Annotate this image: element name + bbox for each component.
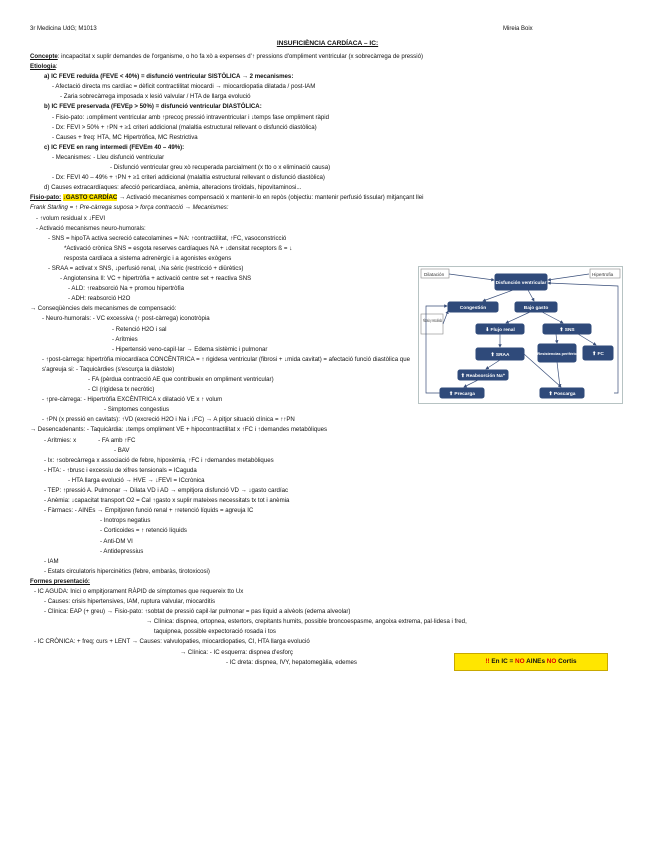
heart-failure-diagram	[418, 266, 623, 404]
line-g11: - Simptomes congestius	[104, 406, 170, 414]
hipertrofia-label: Hipertrofia	[592, 272, 614, 277]
warning-text-a: En IC =	[489, 658, 516, 665]
line-h15: - Estats circulatoris hipercinètics (febre, embaràs, tirotoxicosi)	[44, 567, 210, 575]
fisiopato-text: → Activació mecanismes compensació x mantenir-lo en repòs (objectiu: mantenir perfusió tissular) mitjançant llei	[117, 194, 424, 202]
fibrosis-box	[421, 314, 443, 334]
line-g4: - Arítmies	[112, 335, 138, 343]
line-g8: - FA (pèrdua contracció AE que contribueix en ompliment ventricular)	[88, 376, 274, 383]
etiologia-line	[30, 62, 620, 72]
warning-text-c: AINEs	[524, 658, 547, 665]
line-b3: - Dx: FEVI > 50% + ↑PN + ≥1 criteri addicional (malaltia estructural rellevant o disfunció diastòlica)	[52, 123, 317, 131]
line-h6: - HTA llarga evolució → HVE → ↓FEVI = ICcrònica	[68, 476, 205, 484]
line-g6: - ↑post-càrrega: hipertròfia miocardíaca CONCÈNTRICA = ↑ rigidesa ventricular (fibrosi + ↓mida cavitat) = afectació funció diastòlica que	[42, 355, 410, 363]
disfuncion-label: Disfunción ventricular	[495, 281, 547, 286]
line-g5: - Hipertensió veno-capil·lar → Edema sistèmic i pulmonar	[112, 345, 268, 353]
fa-item: - FA amb ↑FC	[98, 436, 136, 444]
warning-no-1: NO	[515, 658, 525, 665]
line-h3: - BAV	[114, 446, 130, 454]
flujo-renal-label: ⬇ Flujo renal	[485, 328, 515, 333]
fisiopato-label: Fisio-pato:	[30, 194, 62, 202]
line-g12: - ↑PN (x pressió en cavitats): ↑VD (excreció H2O i Na i ↓FC) → A pitjor situació clínica = ↑↑PN	[42, 416, 295, 424]
line-h5: - HTA: - ↑brusc i excessiu de xifres tensionals = ICaguda	[44, 466, 197, 474]
line-g7: s'agreuja si: - Taquicàrdies (s'escurça la diàstole)	[42, 365, 175, 373]
line-f4: - Activació mecanismes neuro-humorals:	[36, 224, 146, 232]
dilatacion-label: Dilatación	[424, 272, 445, 277]
line-h4: - Ix: ↑sobrecàrrega x associació de febre, hipoxèmia, ↑FC i ↑demandes metabòliques	[44, 456, 274, 464]
sraa-label: ⬆ SRAA	[490, 353, 510, 358]
line-b2: - Fisio-pato: ↓ompliment ventricular amb ↑precoç pressió intraventricular i ↓temps fase ompliment ràpid	[52, 113, 330, 121]
concepte-text: : incapacitat x suplir demandes de l'organisme, o ho fa xò a expenses d'↑ pressions d'ompliment ventricular (x sobrecàrrega de pressió)	[57, 53, 424, 60]
line-f6: *Activació crònica SNS = esgota reserves cardíaques NA + ↓densitat receptors ß = ↓	[64, 244, 293, 252]
resistencias-label: ⬆ Resistencias periféricas	[533, 352, 581, 356]
line-b4: - Causes + freq: HTA, MC Hipertròfica, MC Restrictiva	[52, 133, 198, 141]
header-left: 3r Medicina UdG; M1013	[30, 26, 97, 32]
line-h13: - Antidepressius	[100, 547, 144, 555]
gasto-cardiac-highlight: ↓GASTO CARDÍAC	[62, 194, 118, 202]
congestion-label: Congestión	[459, 306, 487, 311]
line-h1: → Desencadenants: - Taquicàrdia: ↓temps ompliment VE + hipocontractilitat x ↑FC i ↑demandes metabòliques	[30, 426, 328, 434]
line-i5: → Clínica: dispnea, ortopnea, estertors, crepitants humits, possible broncoespasme, angoixa extrema, pal·lidesa i fred,	[146, 618, 467, 626]
line-f10: - ALD: ↑reabsorció Na + promou hipertròfia	[68, 285, 185, 293]
sns-label: ⬆ SNS	[559, 328, 575, 333]
concepte-label: Concepte	[30, 53, 58, 60]
line-i7: - IC CRÒNICA: + freq; curs + LENT → Causes: valvulopaties, miocardiopaties, CI, HTA llarga evolució	[34, 638, 310, 646]
line-b1: b) IC FEVE preservada (FEVEp > 50%) = disfunció ventricular DIASTÒLICA:	[44, 103, 262, 111]
line-f2: Frank Starling = ↑ Pre-càrrega suposa > força contracció → Mecanismes:	[30, 204, 229, 212]
concepte-line	[30, 52, 620, 62]
line-i8: → Clínica: - IC esquerra: dispnea d'esforç	[180, 648, 293, 656]
line-g10: - ↑pre-càrrega: - Hipertròfia EXCÈNTRICA x dilatació VE x ↑ volum	[42, 396, 223, 404]
line-f8: - SRAA = activat x SNS, ↓perfusió renal, ↓Na sèric (restricció + diürètics)	[48, 264, 244, 272]
precarga-label: ⬆ Precarga	[449, 392, 475, 397]
fc-label: ⬆ FC	[592, 352, 604, 357]
line-i6: taquipnea, possible expectoració rosada i tos	[154, 628, 276, 636]
line-h11: - Corticoides = ↑ retenció líquids	[100, 527, 187, 535]
line-f11: - ADH: reabsorció H2O	[68, 295, 131, 303]
line-g2: - Neuro-humorals: - VC excessiva (↑ post-càrrega) iconotròpia	[42, 315, 210, 323]
line-d1: d) Causes extracardíaques: afecció pericardíaca, anèmia, alteracions tiroïdals, hipovitaminosi...	[44, 184, 302, 192]
line-i3: - Causes: crisis hipertensives, IAM, ruptura valvular, miocarditis	[44, 598, 216, 606]
warning-prefix: !!	[485, 658, 490, 665]
line-g9: - CI (rigidesa tx necròtic)	[88, 386, 155, 394]
line-i4: - Clínica: EAP (+ greu) → Fisio-pato: ↑sobtat de pressió capil·lar pulmonar = pas líquid a alvèols (edema alveolar)	[44, 608, 351, 616]
line-h2	[30, 436, 620, 446]
line-f9: - Angiotensina II: VC + hipertròfia + activació centre set + reactiva SNS	[60, 275, 252, 283]
line-i1: Formes presentació:	[30, 577, 90, 585]
arritmies-label: - Arítmies: x	[44, 436, 77, 444]
page-title: INSUFICIÈNCIA CARDÍACA – IC:	[276, 40, 379, 47]
warning-no-2: NO	[546, 658, 557, 665]
line-h8: - Anèmia: ↓capacitat transport O2 = CaI ↑gasto x suplir mateixes necessitats tx tot i anèmia	[44, 497, 290, 505]
line-h9: - Fàrmacs: - AINEs → Empitjoren funció renal + ↑retenció líquids = agreuja IC	[44, 507, 254, 515]
etiologia-text: :	[55, 63, 58, 71]
line-a2: - Afectació directa ms cardíac = dèficit contractilitat miocardi → miocardiopatia dilatada / post-IAM	[52, 83, 316, 91]
header-right: Mireia Boix	[503, 26, 533, 32]
line-c3: - Disfunció ventricular greu xò recuperada parcialment (x tto o x eliminació causa)	[110, 164, 331, 172]
line-a1: a) IC FEVE reduïda (FEVE < 40%) = disfunció ventricular SISTÒLICA → 2 mecanismes:	[44, 73, 294, 81]
line-g3: - Retenció H2O i sal	[112, 325, 167, 333]
line-c4: - Dx: FEVI 40 – 49% + ↑PN + ≥1 criteri addicional (malaltia estructural rellevant o disfunció diastòlica)	[52, 174, 325, 182]
etiologia-label: Etiologia	[30, 63, 56, 71]
line-a3: - Zaria sobrecàrrega imposada x lesió valvular / HTA de llarga evolució	[60, 93, 251, 101]
line-h7: - TEP: ↑pressió A. Pulmonar → Dilata VD i AD → empitjora disfunció VD → ↓gasto cardíac	[44, 487, 289, 495]
fibrosis-label: Fibrosis y remodelado	[423, 318, 443, 323]
line-i2: - IC AGUDA: Inici o empitjorament RÀPID de símptomes que requereix tto Ux	[34, 587, 244, 595]
line-c1: c) IC FEVE en rang intermedi (FEVEm 40 – 49%):	[44, 143, 185, 151]
line-c2: - Mecanismes: - Lleu disfunció ventricular	[52, 153, 165, 161]
poscarga-label: ⬆ Poscarga	[548, 392, 576, 397]
line-h10: - Inotrops negatius	[100, 517, 151, 525]
fisiopato-line	[30, 193, 620, 203]
line-h14: - IAM	[44, 557, 59, 565]
line-i9: - IC dreta: dispnea, IVY, hepatomegàlia, edemes	[226, 658, 357, 666]
line-f7: resposta cardíaca a sistema adrenèrgic i a agonistes exògens	[64, 254, 232, 262]
line-h12: - Anti-DM VI	[100, 537, 133, 545]
line-f5: - SNS = hipoTA activa secreció catecolamines = NA: ↑contractilitat, ↑FC, vasoconstricció	[48, 234, 287, 242]
line-f3: - ↑volum residual x ↓FEVI	[36, 214, 106, 222]
reabsorcion-label: ⬆ Reabsorción Na⁺	[460, 374, 506, 379]
warning-note	[454, 653, 608, 671]
line-g1: → Conseqüències dels mecanismes de compensació:	[30, 305, 177, 313]
bajo-gasto-label: Bajo gasto	[523, 306, 549, 311]
warning-text-e: Cortis	[556, 658, 577, 665]
